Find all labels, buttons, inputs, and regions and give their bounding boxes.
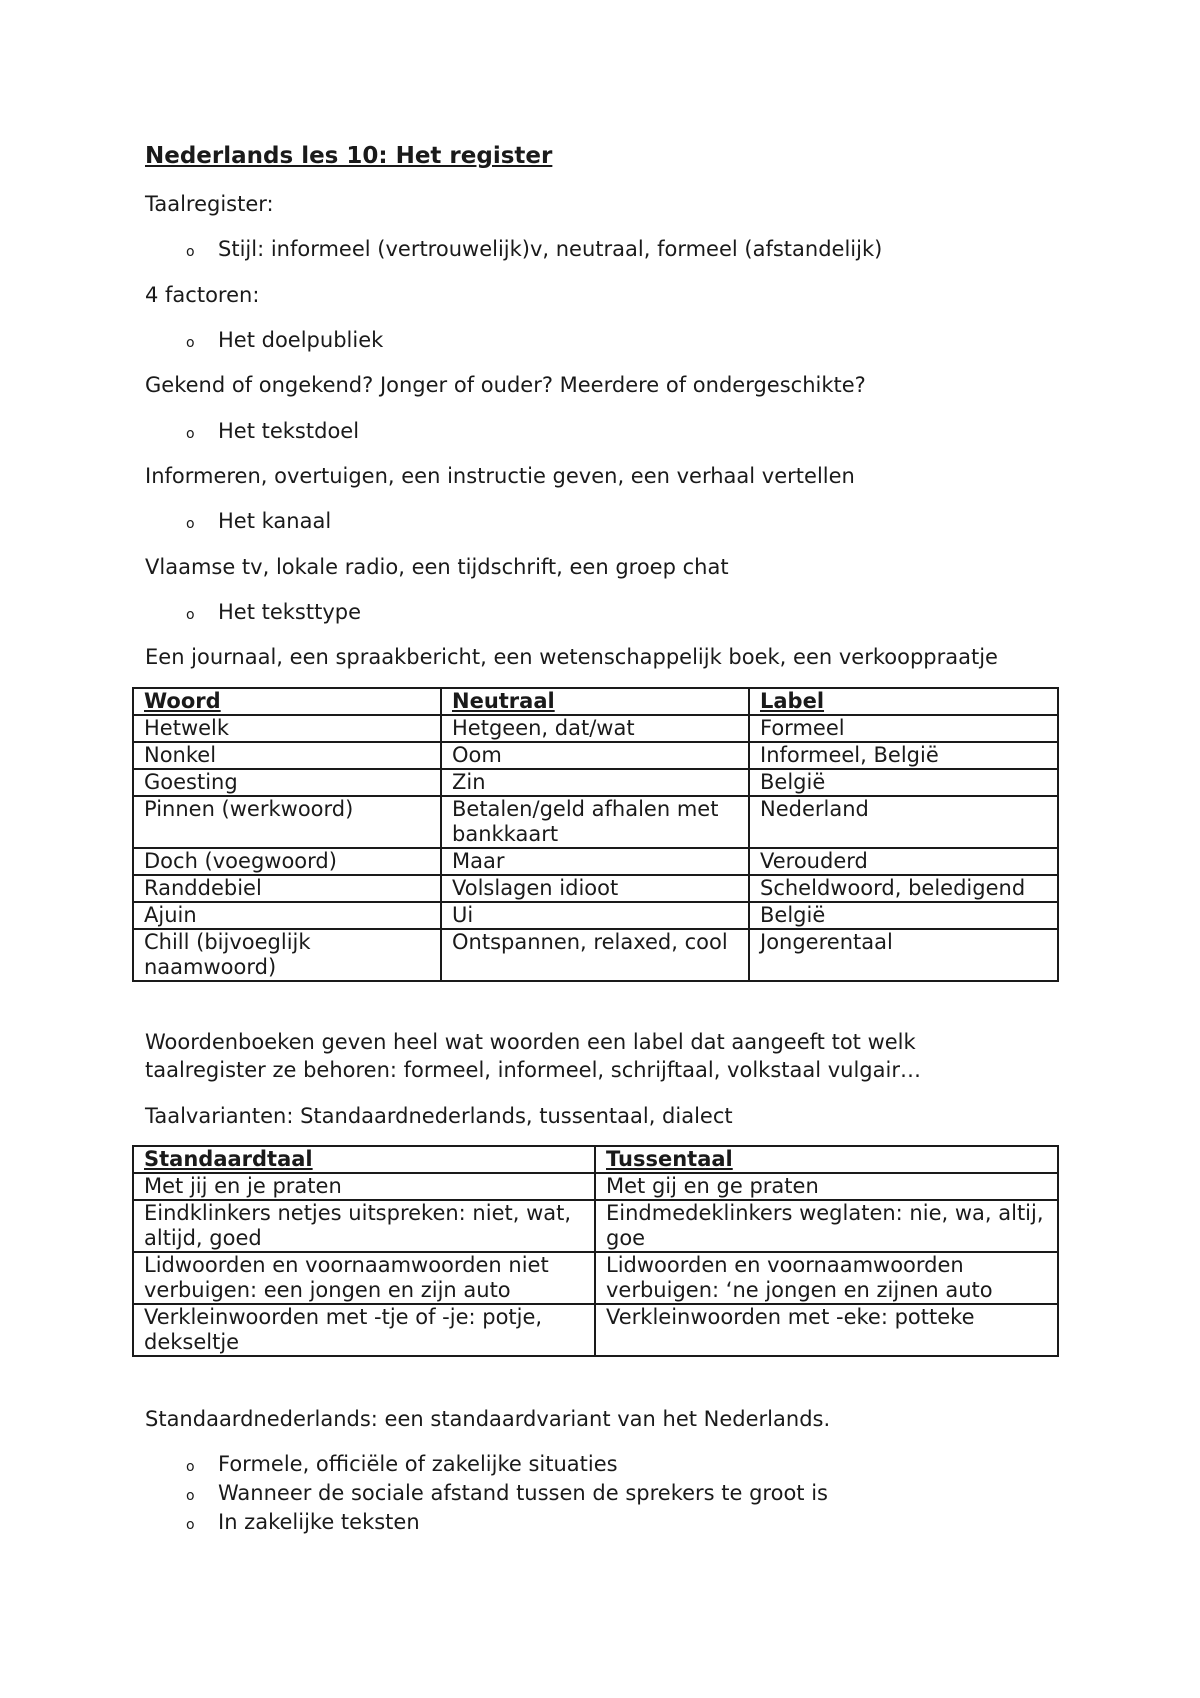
table-cell: Nonkel (133, 742, 441, 769)
table-cell: Hetwelk (133, 715, 441, 742)
factor-description: Gekend of ongekend? Jonger of ouder? Meerdere of ondergeschikte? (145, 373, 866, 397)
bullet-icon: o (186, 244, 195, 260)
table-cell: Ui (441, 902, 749, 929)
table-cell: Ontspannen, relaxed, cool (441, 929, 749, 981)
table-header-row (133, 1146, 1058, 1173)
table-row (133, 742, 1058, 769)
table-row (133, 929, 1058, 981)
variant-table (132, 1145, 1059, 1357)
table-header-row (133, 688, 1058, 715)
table-cell: Nederland (749, 796, 1058, 848)
table-cell: Verouderd (749, 848, 1058, 875)
woordenboeken-paragraph: Woordenboeken geven heel wat woorden een label dat aangeeft tot welk taalregister ze behoren: formeel, informeel, schrijftaal, volkstaal vulgair… (145, 1030, 921, 1082)
table-cell: België (749, 902, 1058, 929)
list-item-text: Het teksttype (218, 600, 362, 624)
table-header-cell: Standaardtaal (133, 1146, 595, 1173)
table-row (133, 848, 1058, 875)
table-header-cell: Woord (133, 688, 441, 715)
table-row (133, 1173, 1058, 1200)
table-header-cell: Label (749, 688, 1058, 715)
bullet-icon: o (186, 1488, 195, 1504)
table-row (133, 1200, 1058, 1252)
table-cell: Informeel, België (749, 742, 1058, 769)
table-row (133, 769, 1058, 796)
table-cell: Verkleinwoorden met -tje of -je: potje, dekseltje (133, 1304, 595, 1356)
table-cell: Met gij en ge praten (595, 1173, 1058, 1200)
table-cell: Betalen/geld afhalen met bankkaart (441, 796, 749, 848)
bullet-icon: o (186, 1459, 195, 1475)
bullet-icon: o (186, 516, 195, 532)
factor-description: Informeren, overtuigen, een instructie geven, een verhaal vertellen (145, 464, 855, 488)
factoren-label: 4 factoren: (145, 283, 260, 307)
bullet-icon: o (186, 426, 195, 442)
list-item-text: Het tekstdoel (218, 419, 360, 443)
table-cell: Eindklinkers netjes uitspreken: niet, wat, altijd, goed (133, 1200, 595, 1252)
table-cell: Lidwoorden en voornaamwoorden niet verbuigen: een jongen en zijn auto (133, 1252, 595, 1304)
table-row (133, 796, 1058, 848)
register-table (132, 687, 1059, 982)
table-cell: Verkleinwoorden met -eke: potteke (595, 1304, 1058, 1356)
table-cell: Doch (voegwoord) (133, 848, 441, 875)
table-cell: Met jij en je praten (133, 1173, 595, 1200)
list-item-text: Het doelpubliek (218, 328, 384, 352)
factor-description: Vlaamse tv, lokale radio, een tijdschrift, een groep chat (145, 555, 729, 579)
table-cell: Eindmedeklinkers weglaten: nie, wa, altij, goe (595, 1200, 1058, 1252)
table-cell: Zin (441, 769, 749, 796)
list-item-text: In zakelijke teksten (218, 1510, 420, 1534)
bullet-icon: o (186, 335, 195, 351)
table-cell: Hetgeen, dat/wat (441, 715, 749, 742)
table-cell: Jongerentaal (749, 929, 1058, 981)
factor-description: Een journaal, een spraakbericht, een wetenschappelijk boek, een verkooppraatje (145, 645, 998, 669)
page-title: Nederlands les 10: Het register (145, 143, 553, 169)
table-cell: Volslagen idioot (441, 875, 749, 902)
taalregister-label: Taalregister: (145, 192, 274, 216)
table-cell: Randdebiel (133, 875, 441, 902)
table-row (133, 1252, 1058, 1304)
table-cell: Chill (bijvoeglijk naamwoord) (133, 929, 441, 981)
taalvarianten-line: Taalvarianten: Standaardnederlands, tussentaal, dialect (145, 1104, 733, 1128)
table-cell: Lidwoorden en voornaamwoorden verbuigen: ‘ne jongen en zijnen auto (595, 1252, 1058, 1304)
list-item-text: Het kanaal (218, 509, 332, 533)
list-item-text: Stijl: informeel (vertrouwelijk)v, neutraal, formeel (afstandelijk) (218, 237, 883, 261)
list-item-text: Formele, officiële of zakelijke situaties (218, 1452, 618, 1476)
table-row (133, 1304, 1058, 1356)
table-cell: Scheldwoord, beledigend (749, 875, 1058, 902)
table-cell: België (749, 769, 1058, 796)
table-cell: Formeel (749, 715, 1058, 742)
table-cell: Pinnen (werkwoord) (133, 796, 441, 848)
table-cell: Goesting (133, 769, 441, 796)
table-header-cell: Neutraal (441, 688, 749, 715)
list-item-text: Wanneer de sociale afstand tussen de sprekers te groot is (218, 1481, 828, 1505)
table-row (133, 902, 1058, 929)
table-row (133, 715, 1058, 742)
standaard-definition: Standaardnederlands: een standaardvariant van het Nederlands. (145, 1407, 831, 1431)
table-row (133, 875, 1058, 902)
table-cell: Maar (441, 848, 749, 875)
table-cell: Ajuin (133, 902, 441, 929)
table-cell: Oom (441, 742, 749, 769)
bullet-icon: o (186, 1517, 195, 1533)
table-header-cell: Tussentaal (595, 1146, 1058, 1173)
bullet-icon: o (186, 607, 195, 623)
